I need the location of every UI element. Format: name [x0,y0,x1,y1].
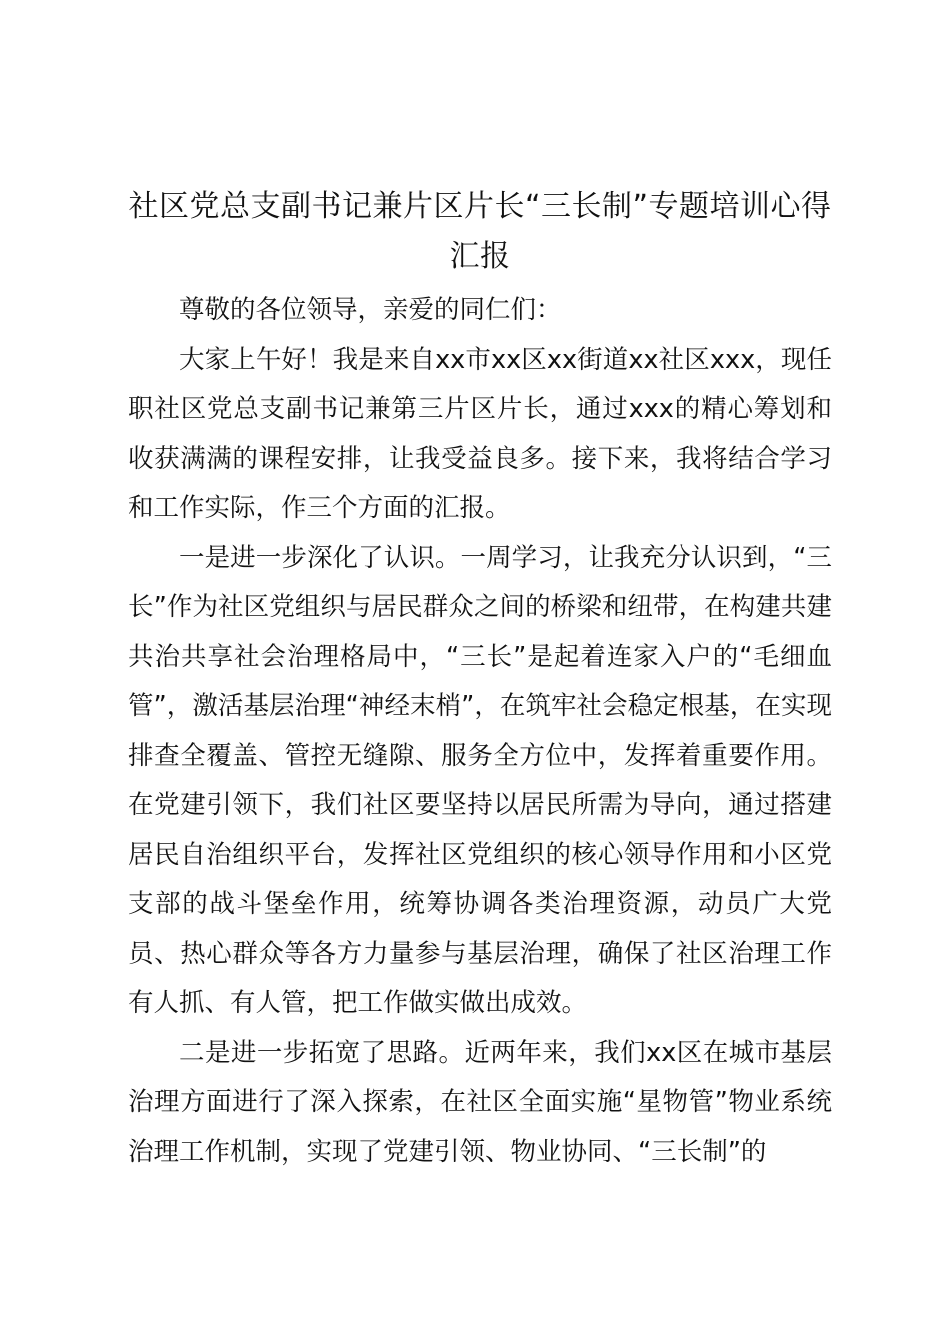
paragraph-point-one: 一是进一步深化了认识。一周学习，让我充分认识到，“三长”作为社区党组织与居民群众之间的桥梁和纽带，在构建共建共治共享社会治理格局中，“三长”是起着连家入户的“毛细血管”，激活基层治理“神经末梢”，在筑牢社会稳定根基，在实现排查全覆盖、管控无缝隙、服务全方位中，发挥着重要作用。在党建引领下，我们社区要坚持以居民所需为导向，通过搭建居民自治组织平台，发挥社区党组织的核心领导作用和小区党支部的战斗堡垒作用，统筹协调各类治理资源，动员广大党员、热心群众等各方力量参与基层治理，确保了社区治理工作有人抓、有人管，把工作做实做出成效。 [128,542,832,1018]
document-body [128,182,832,1177]
greeting-line: 尊敬的各位领导，亲爱的同仁们： [179,295,562,325]
paragraph-intro: 大家上午好！我是来自xx市xx区xx街道xx社区xxx，现任职社区党总支副书记兼第三片区片长，通过xxx的精心筹划和收获满满的课程安排，让我受益良多。接下来，我将结合学习和工作实际，作三个方面的汇报。 [128,344,832,523]
document-title: 社区党总支副书记兼片区片长“三长制”专题培训心得汇报 [128,189,832,274]
paragraph-point-two: 二是进一步拓宽了思路。近两年来，我们xx区在城市基层治理方面进行了深入探索，在社区全面实施“星物管”物业系统治理工作机制，实现了党建引领、物业协同、“三长制”的 [128,1037,832,1167]
